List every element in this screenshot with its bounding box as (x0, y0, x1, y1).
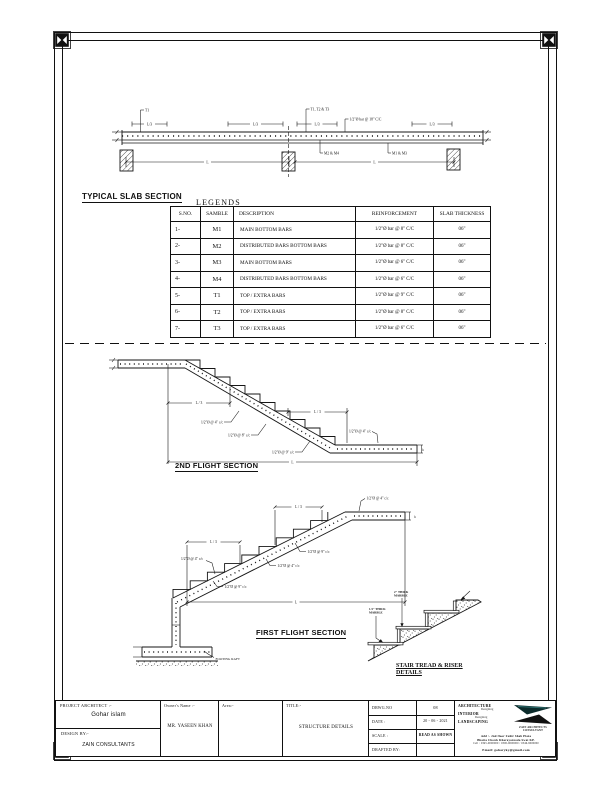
marble-top-label-2: MARBLE (394, 593, 408, 598)
project-architect-label: PROJECT ARCHITECT :- (60, 703, 112, 708)
titleblock-info-cell (369, 701, 455, 756)
cell-sno: 2- (171, 238, 201, 255)
slab-dim-l-2: L (373, 160, 376, 165)
cell-sno: 6- (171, 304, 201, 321)
flight1-bar9-1: 1/2"Ø @ 9" c/c (307, 550, 330, 554)
flight2-bar4-label: 1/2"Ø @ 4" c/c (201, 420, 224, 425)
cell-desc: MAIN BOTTOM BARS (234, 255, 356, 272)
cell-sno: 1- (171, 222, 201, 239)
flight2-thickness-label: 6" (421, 448, 425, 451)
scale-value: READ AS SHOWN (418, 733, 453, 737)
service-interior: INTERIOR (458, 712, 479, 716)
slab-dim-l3-4: L/3 (429, 122, 435, 127)
drwg-no-value: 08 (433, 705, 438, 710)
firm-logo-icon (512, 703, 554, 727)
cell-sample: T3 (201, 321, 234, 338)
cell-sample: M3 (201, 255, 234, 272)
cell-reinf: 1/2"Ø bar @ 6" C/C (356, 271, 434, 288)
cell-thick: 06" (434, 304, 491, 321)
sheet-title: STRUCTURE DETAILS (298, 725, 354, 730)
service-landscaping: LANDSCAPING (458, 720, 489, 724)
slab-dim-l3-1: L/3 (146, 122, 153, 127)
slab-dim-l-1: L (206, 160, 209, 165)
col-header: SLAB THICKNESS (434, 207, 491, 222)
section-separator (65, 343, 546, 344)
tread-riser-title-line1: STAIR TREAD & RISER (396, 663, 463, 669)
corner-ornament-tr (540, 31, 558, 49)
sheet-title-label: TITLE:- (286, 703, 302, 708)
flight1-dim-l3-1: L / 3 (210, 540, 217, 545)
slab-section-title: TYPICAL SLAB SECTION (82, 192, 182, 201)
marble-side-label-1: 1.5" THICK (369, 607, 386, 611)
cell-reinf: 1/2"Ø bar @ 8" C/C (356, 304, 434, 321)
cell-thick: 06" (434, 255, 491, 272)
flight2-bar8-label: 1/2"Ø @ 8" c/c (228, 433, 251, 438)
flight2-dim-l3-1: L / 3 (195, 401, 203, 406)
legends-heading: LEGENDS (196, 198, 241, 207)
date-label: DATE : (372, 719, 386, 724)
cell-thick: 06" (434, 288, 491, 305)
flight2-dim-l: L (291, 460, 294, 465)
marble-top-label-1: 2" THICK (394, 590, 409, 594)
titleblock-title-cell (283, 701, 369, 756)
slab-section-drawing (93, 93, 493, 185)
second-flight-title: 2ND FLIGHT SECTION (175, 461, 259, 470)
cell-sno: 3- (171, 255, 201, 272)
marble-side-label-2: MARBLE (369, 610, 383, 615)
flight2-dim-l3-2: L / 3 (314, 410, 321, 415)
firm-name-line2: CONSULTANT (522, 729, 544, 733)
owner-name: MR. YASEEN KHAN (167, 724, 213, 729)
firm-address-line2: Bhatta Chowk Kharayanwala Swat KP. (477, 737, 535, 742)
tread-riser-title-line2: DETAILS (396, 670, 422, 676)
cell-sno: 4- (171, 271, 201, 288)
titleblock-architect-cell (56, 701, 161, 756)
col-header: DESCRIPTION (234, 207, 356, 222)
slab-label-t1: T1 (145, 108, 150, 113)
slab-label-t123: T1, T2 & T3 (310, 107, 330, 112)
cell-thick: 06" (434, 222, 491, 239)
firm-address-line1: Add :- 2nd floor Zahir Shah Plaza (480, 734, 532, 738)
flight1-thickness-label: 6" (413, 515, 417, 518)
slab-label-m13: M1 & M3 (392, 151, 407, 156)
service-architecture: ARCHITECTURE (458, 704, 492, 708)
project-architect-name: Gohar islam (91, 712, 126, 718)
titleblock-area-cell (219, 701, 283, 756)
flight1-bar9-2: 1/2"Ø @ 9" c/c (224, 585, 247, 589)
cell-desc: MAIN BOTTOM BARS (234, 222, 356, 239)
flight1-dim-l: L (294, 600, 298, 605)
flight1-bar4-2: 1/2"Ø @ 4" c/c (277, 564, 300, 568)
tread-riser-drawing (366, 588, 496, 668)
flight1-bar4-3: 1/2"Ø @ 4" c/c (181, 557, 204, 561)
cell-sample: T1 (201, 288, 234, 305)
cell-reinf: 1/2"Ø bar @ 8" C/C (356, 222, 434, 239)
flight2-bar4-label-2: 1/2"Ø @ 4" c/c (349, 429, 372, 434)
tread-riser-title (396, 663, 463, 677)
flight2-bar9-label: 1/2"Ø @ 9" c/c (272, 450, 295, 455)
flight1-dim-l3-2: L / 3 (295, 505, 302, 510)
corner-ornament-tl (53, 31, 71, 49)
cell-reinf: 1/2"Ø bar @ 6" C/C (356, 321, 434, 338)
slab-label-m24: M2 & M4 (324, 151, 339, 156)
firm-address-line3: Cell : 0345-9000000 / 0300-9000000 / 0346-9000000 (473, 741, 539, 745)
service-architecture-sub: Designing (481, 707, 494, 711)
design-by-name: ZAIN CONSULTANTS (82, 742, 135, 748)
first-flight-title: FIRST FLIGHT SECTION (256, 628, 347, 637)
area-label: Area:- (222, 703, 234, 708)
slab-dim-l3-3: L/3 (314, 122, 320, 127)
col-header: SAMBLE (201, 207, 234, 222)
cell-thick: 06" (434, 271, 491, 288)
cell-sno: 5- (171, 288, 201, 305)
second-flight-drawing (100, 350, 460, 478)
col-header: REINFORCEMENT (356, 207, 434, 222)
cell-sample: M4 (201, 271, 234, 288)
titleblock-owner-cell (161, 701, 219, 756)
cell-sample: M2 (201, 238, 234, 255)
firm-name-line1: ZAIN ARCHITECTS (518, 726, 547, 729)
drwg-no-label: DRWG.NO (372, 705, 393, 710)
cell-reinf: 1/2"Ø bar @ 8" C/C (356, 238, 434, 255)
title-block (55, 700, 556, 757)
cell-desc: TOP / EXTRA BARS (234, 288, 356, 305)
slab-label-bar18: 1/2"Ø bar @ 18" C/C (349, 117, 382, 122)
cell-thick: 06" (434, 321, 491, 338)
scale-label: SCALE : (372, 733, 389, 738)
cell-desc: DISTRIBUTED BARS BOTTOM BARS (234, 238, 356, 255)
legends-table (170, 206, 491, 338)
slab-dim-l3-2: L/3 (252, 122, 259, 127)
titleblock-firm-cell (455, 701, 557, 756)
cell-sample: T2 (201, 304, 234, 321)
date-value: 20 - 06 - 2021 (423, 719, 448, 723)
owner-label: Owner's Name :- (164, 703, 195, 708)
design-by-label: DESIGN BY:- (61, 731, 89, 736)
firm-email: Email: goharyky@gmail.com (482, 748, 530, 752)
flight1-bar4-top: 1/2"Ø @ 4" c/c (366, 496, 389, 501)
cell-sample: M1 (201, 222, 234, 239)
cell-desc: TOP / EXTRA BARS (234, 304, 356, 321)
col-header: S.NO. (171, 207, 201, 222)
cell-reinf: 1/2"Ø bar @ 9" C/C (356, 288, 434, 305)
cell-thick: 06" (434, 238, 491, 255)
service-interior-sub: Designing (475, 715, 488, 719)
drafted-by-label: DRAFTED BY: (372, 747, 400, 752)
cell-desc: TOP / EXTRA BARS (234, 321, 356, 338)
cell-reinf: 1/2"Ø bar @ 6" C/C (356, 255, 434, 272)
footing-raft-label: FOOTING RAFT (215, 657, 240, 661)
cell-desc: DISTRIBUTED BARS BOTTOM BARS (234, 271, 356, 288)
cell-sno: 7- (171, 321, 201, 338)
